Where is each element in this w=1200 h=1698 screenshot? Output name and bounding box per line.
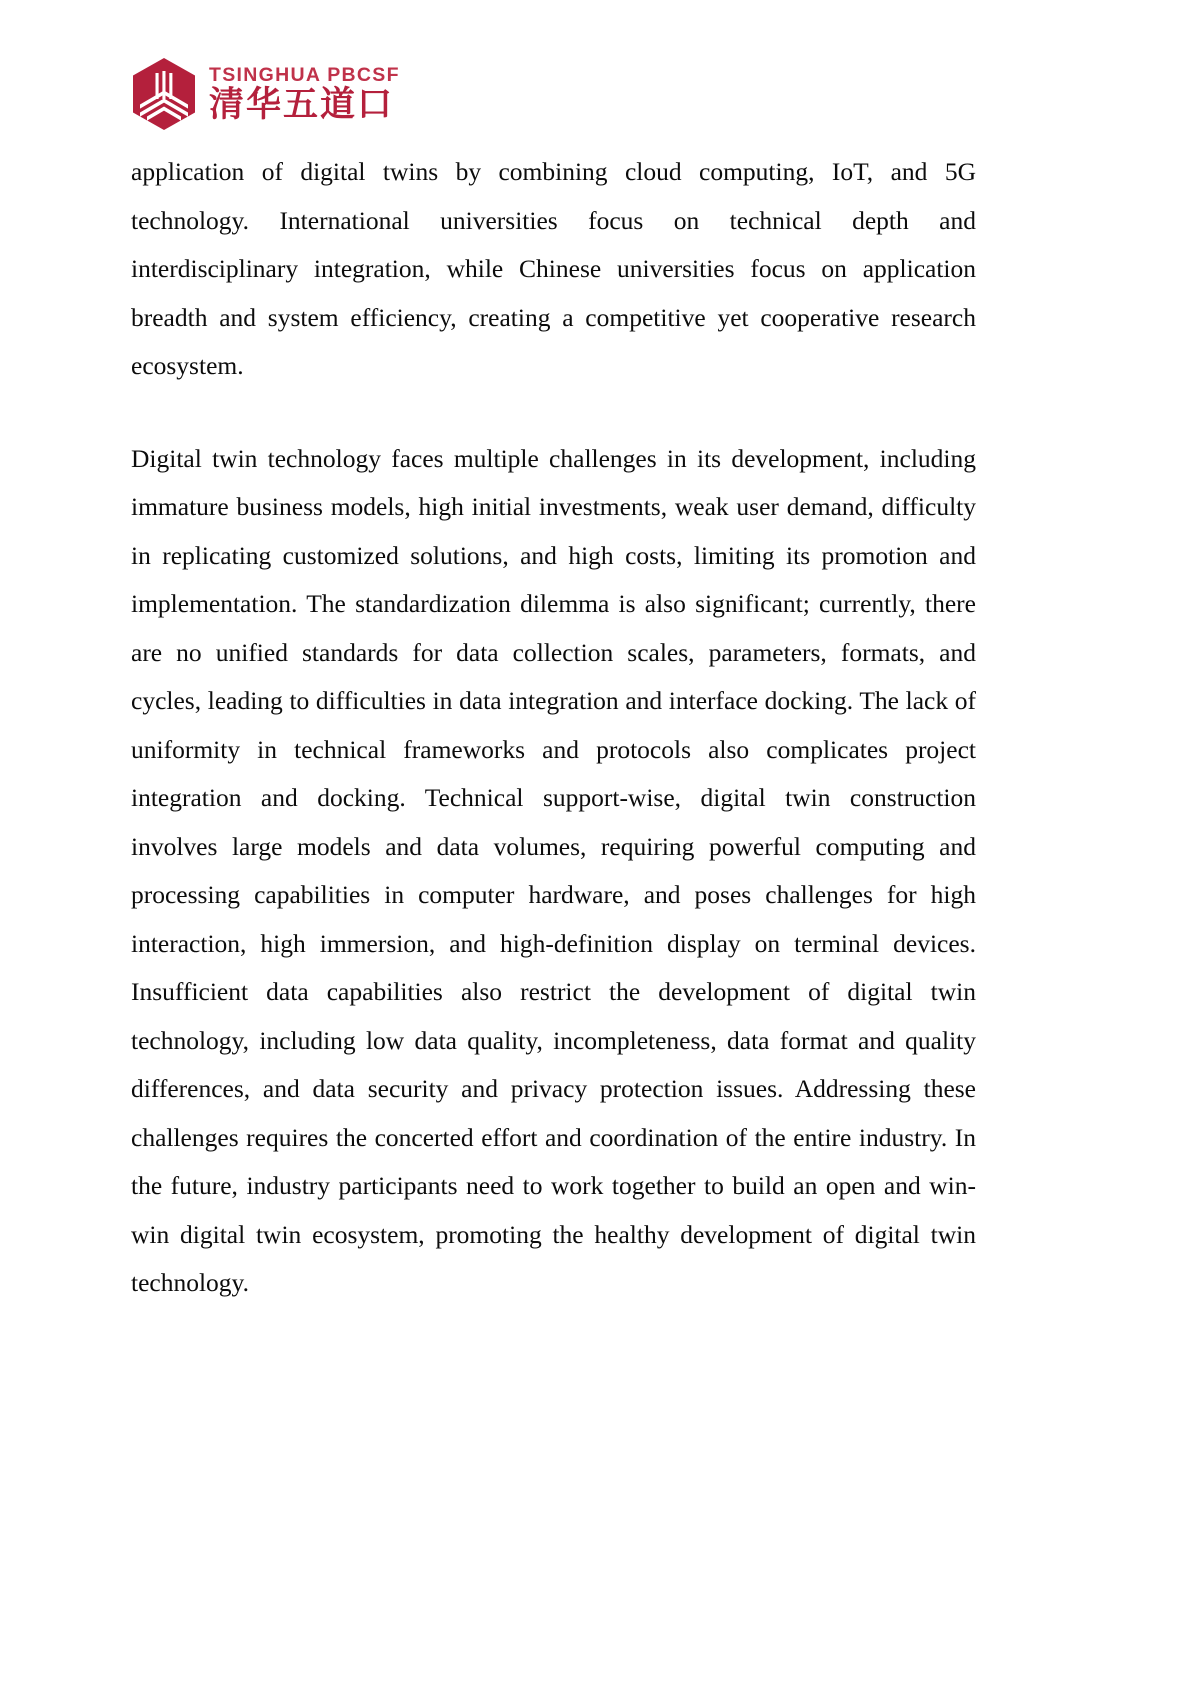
document-header	[131, 55, 400, 133]
paragraph: Digital twin technology faces multiple challenges in its development, including immature business models, high initial investments, weak user demand, difficulty in replicating customized solutions, and high costs, limiting its promotion and implementation. The standardization dilemma is also significant; currently, there are no unified standards for data collection scales, parameters, formats, and cycles, leading to difficulties in data integration and interface docking. The lack of uniformity in technical frameworks and protocols also complicates project integration and docking. Technical support-wise, digital twin construction involves large models and data volumes, requiring powerful computing and processing capabilities in computer hardware, and poses challenges for high interaction, high immersion, and high-definition display on terminal devices. Insufficient data capabilities also restrict the development of digital twin technology, including low data quality, incompleteness, data format and quality differences, and data security and privacy protection issues. Addressing these challenges requires the concerted effort and coordination of the entire industry. In the future, industry participants need to work together to build an open and win-win digital twin ecosystem, promoting the healthy development of digital twin technology.	[131, 443, 976, 1297]
logo-chinese-name: 清华五道口	[209, 84, 395, 125]
tsinghua-pbcsf-hexagon-logo-icon	[131, 57, 197, 131]
paragraph: application of digital twins by combining cloud computing, IoT, and 5G technology. International universities focus on technical depth and interdisciplinary integration, while Chinese universities focus on application breadth and system efficiency, creating a competitive yet cooperative research ecosystem.	[131, 157, 976, 380]
document-body	[131, 148, 976, 1308]
logo-latin-name: TSINGHUA PBCSF	[209, 64, 400, 87]
logo-wordmark	[209, 63, 400, 124]
